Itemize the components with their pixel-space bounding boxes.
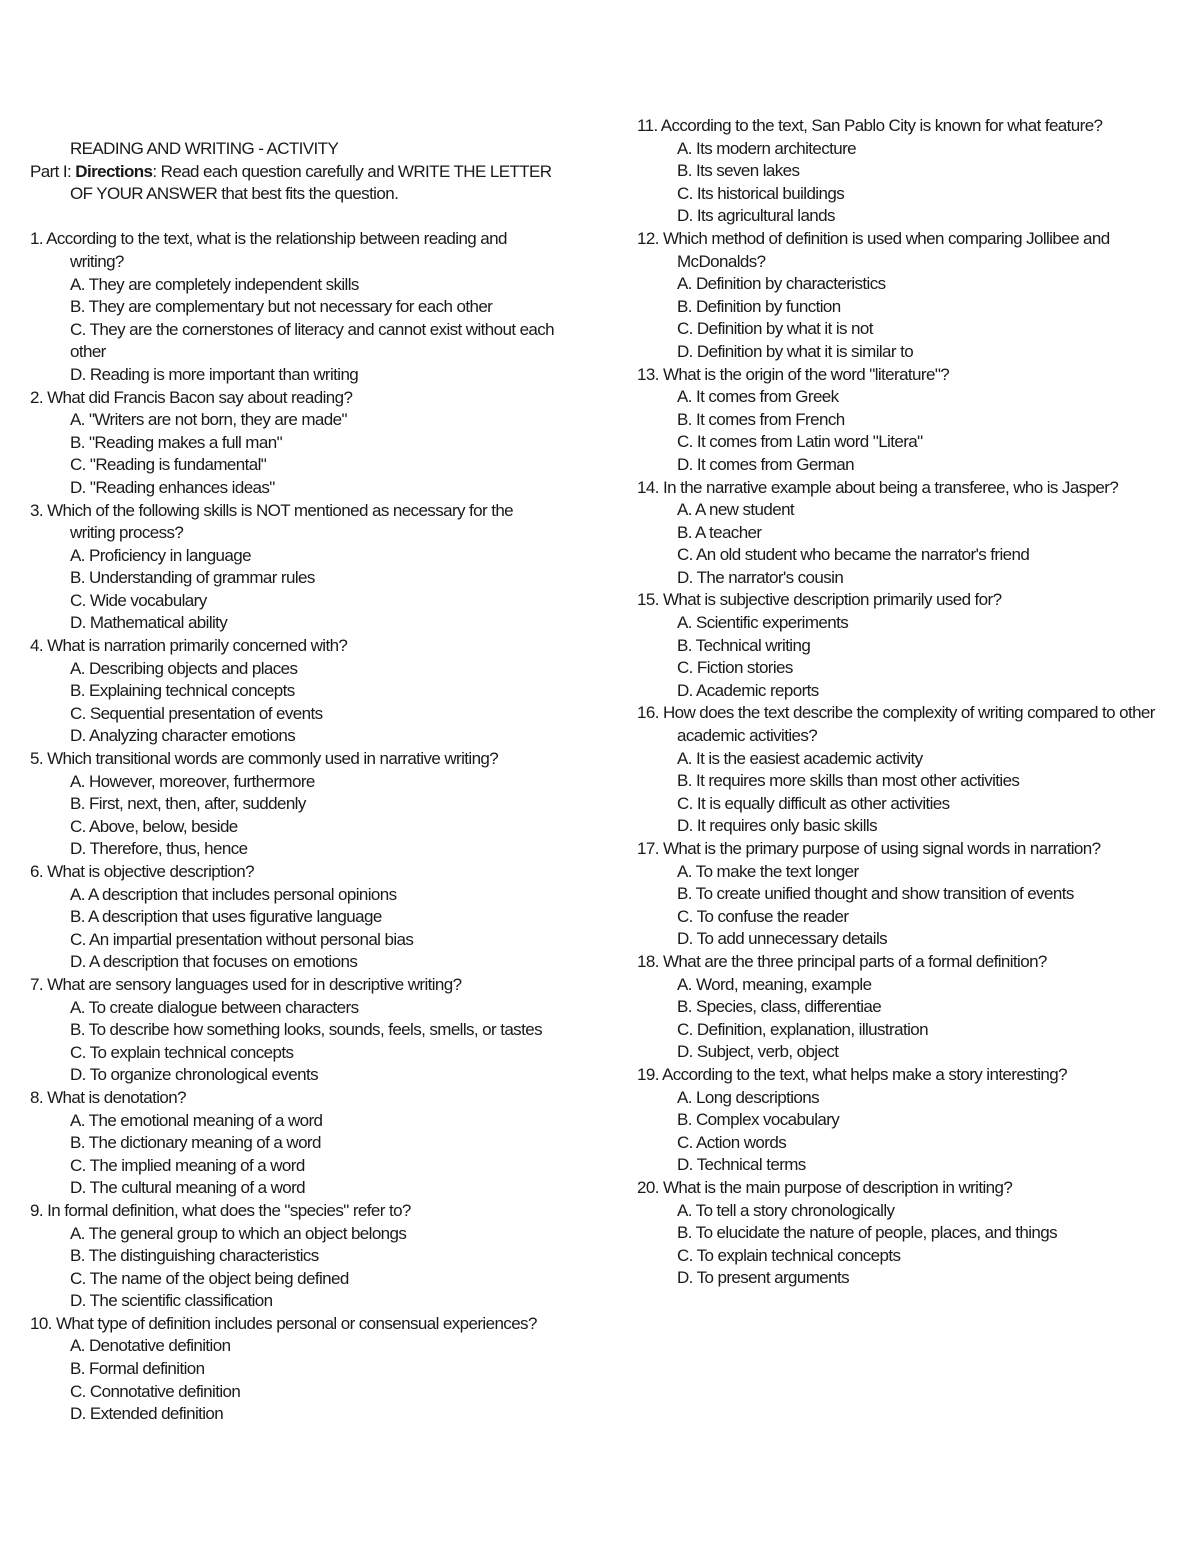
question-item <box>637 228 1182 364</box>
question-line: What is the primary purpose of using signal words in narration? <box>662 839 1101 858</box>
answer-option <box>637 748 1182 771</box>
option-line: C. Definition by what it is not <box>677 319 873 339</box>
question-text <box>637 1064 1182 1087</box>
question-number: 17. <box>637 839 659 858</box>
question-item <box>637 589 1182 702</box>
question-text <box>30 500 590 545</box>
question-text <box>637 364 1182 387</box>
option-line: A. Scientific experiments <box>677 613 849 633</box>
question-item <box>30 387 590 500</box>
answer-option <box>30 1358 590 1381</box>
answer-option <box>637 409 1182 432</box>
option-line: D. The narrator's cousin <box>677 567 844 587</box>
answer-option <box>637 1222 1182 1245</box>
answer-option <box>637 1041 1182 1064</box>
answer-option <box>637 1200 1182 1223</box>
answer-option <box>637 431 1182 454</box>
answer-option <box>30 997 590 1020</box>
question-line: Which method of definition is used when comparing Jollibee and <box>662 228 1110 248</box>
answer-option <box>637 1019 1182 1042</box>
question-item <box>30 228 590 386</box>
question-item <box>30 1087 590 1200</box>
question-item <box>30 1200 590 1313</box>
part-label: Part I: <box>30 161 72 181</box>
question-line: In formal definition, what does the "species" refer to? <box>47 1200 411 1220</box>
question-number: 16. <box>637 703 659 723</box>
option-line: B. Technical writing <box>677 635 811 655</box>
option-line: A. However, moreover, furthermore <box>70 771 315 791</box>
question-item <box>637 951 1182 1064</box>
option-line: D. A description that focuses on emotions <box>70 952 358 972</box>
question-number: 1. <box>30 229 43 249</box>
question-line: What is objective description? <box>47 862 254 881</box>
question-line: academic activities? <box>677 726 818 746</box>
question-item <box>637 1064 1182 1177</box>
option-line: C. Above, below, beside <box>70 816 238 836</box>
question-text <box>637 477 1182 500</box>
answer-option <box>30 838 590 861</box>
answer-option <box>637 138 1182 161</box>
answer-option <box>30 319 590 364</box>
answer-option <box>30 1381 590 1404</box>
answer-option <box>637 996 1182 1019</box>
question-line: According to the text, what is the relationship between reading and <box>46 229 507 249</box>
question-text <box>30 1313 590 1336</box>
answer-option <box>637 544 1182 567</box>
question-text <box>30 228 590 273</box>
option-line: A. To tell a story chronologically <box>677 1200 895 1220</box>
question-item <box>30 861 590 974</box>
question-number: 19. <box>637 1064 659 1084</box>
question-number: 13. <box>637 364 659 384</box>
answer-option <box>30 658 590 681</box>
question-line: What are the three principal parts of a formal definition? <box>662 951 1047 971</box>
option-line: D. The scientific classification <box>70 1291 273 1311</box>
option-line: D. To present arguments <box>677 1268 850 1288</box>
option-line: C. Wide vocabulary <box>70 590 207 610</box>
option-line: B. Definition by function <box>677 296 841 316</box>
question-text <box>637 838 1182 861</box>
option-line: C. Fiction stories <box>677 658 793 678</box>
option-line: C. To confuse the reader <box>677 906 849 926</box>
question-line: Which of the following skills is NOT mentioned as necessary for the <box>47 500 514 520</box>
answer-option <box>637 974 1182 997</box>
question-number: 14. <box>637 477 659 497</box>
question-text <box>30 1087 590 1110</box>
right-column <box>637 115 1182 1290</box>
answer-option <box>637 793 1182 816</box>
option-line: D. Definition by what it is similar to <box>677 341 914 361</box>
answer-option <box>30 274 590 297</box>
directions-text: : Read each question carefully and WRITE THE LETTER <box>152 161 552 181</box>
answer-option <box>30 1245 590 1268</box>
answer-option <box>637 318 1182 341</box>
question-line: In the narrative example about being a transferee, who is Jasper? <box>662 477 1119 497</box>
question-item <box>30 1313 590 1426</box>
option-line: C. Connotative definition <box>70 1381 241 1401</box>
answer-option <box>30 929 590 952</box>
question-number: 4. <box>30 636 43 656</box>
answer-option <box>30 364 590 387</box>
question-line: What is the origin of the word "literature"? <box>662 364 950 384</box>
option-line: D. The cultural meaning of a word <box>70 1178 306 1198</box>
question-line: What did Francis Bacon say about reading? <box>47 387 353 407</box>
directions-line-1 <box>30 161 590 184</box>
answer-option <box>637 1087 1182 1110</box>
answer-option <box>30 1335 590 1358</box>
option-line: C. "Reading is fundamental" <box>70 455 267 475</box>
answer-option <box>30 703 590 726</box>
left-column <box>30 138 590 1426</box>
answer-option <box>637 499 1182 522</box>
option-line: B. To elucidate the nature of people, places, and things <box>677 1223 1058 1243</box>
answer-option <box>30 1064 590 1087</box>
question-text <box>30 861 590 884</box>
question-line: writing? <box>70 251 124 271</box>
option-line: B. Complex vocabulary <box>677 1110 840 1130</box>
answer-option <box>30 1223 590 1246</box>
question-text <box>637 702 1182 747</box>
option-line: A. Its modern architecture <box>677 138 857 158</box>
question-line: McDonalds? <box>677 251 766 271</box>
option-line: B. A teacher <box>677 522 762 542</box>
answer-option <box>637 883 1182 906</box>
question-number: 11. <box>637 116 658 135</box>
question-number: 15. <box>637 590 659 610</box>
answer-option <box>30 296 590 319</box>
option-line: D. It requires only basic skills <box>677 816 877 836</box>
answer-option <box>30 1155 590 1178</box>
option-line: B. First, next, then, after, suddenly <box>70 794 306 814</box>
option-line: C. The implied meaning of a word <box>70 1155 305 1175</box>
spacer <box>30 206 590 229</box>
option-line: B. Its seven lakes <box>677 161 800 181</box>
answer-option <box>30 951 590 974</box>
answer-option <box>637 386 1182 409</box>
answer-option <box>30 1110 590 1133</box>
option-line: C. They are the cornerstones of literacy and cannot exist without each <box>70 319 555 339</box>
option-line: D. Reading is more important than writing <box>70 364 359 384</box>
answer-option <box>30 1268 590 1291</box>
option-line: A. Definition by characteristics <box>677 274 886 294</box>
option-line: A. They are completely independent skills <box>70 274 359 294</box>
answer-option <box>637 567 1182 590</box>
option-line: D. "Reading enhances ideas" <box>70 477 275 497</box>
question-line: Which transitional words are commonly used in narrative writing? <box>47 749 499 769</box>
option-line: D. Extended definition <box>70 1404 224 1424</box>
question-item <box>30 748 590 861</box>
option-line: C. Sequential presentation of events <box>70 703 323 723</box>
question-text <box>30 635 590 658</box>
option-line: B. Formal definition <box>70 1359 205 1379</box>
answer-option <box>637 1154 1182 1177</box>
option-line: D. Mathematical ability <box>70 613 228 633</box>
question-line: How does the text describe the complexity of writing compared to other <box>662 703 1155 723</box>
question-line: What is narration primarily concerned with? <box>47 636 348 656</box>
answer-option <box>637 928 1182 951</box>
option-line: A. A description that includes personal opinions <box>70 884 397 904</box>
answer-option <box>30 567 590 590</box>
option-line: C. It is equally difficult as other activities <box>677 793 950 813</box>
option-line: C. It comes from Latin word "Litera" <box>677 432 923 452</box>
answer-option <box>30 1290 590 1313</box>
option-line: B. Explaining technical concepts <box>70 681 295 701</box>
question-text <box>30 1200 590 1223</box>
answer-option <box>637 454 1182 477</box>
question-item <box>637 1177 1182 1290</box>
directions-label: Directions <box>75 161 153 181</box>
option-line: B. They are complementary but not necessary for each other <box>70 297 493 317</box>
answer-option <box>30 1042 590 1065</box>
option-line: D. It comes from German <box>677 454 855 474</box>
question-item <box>637 477 1182 590</box>
answer-option <box>637 680 1182 703</box>
question-item <box>30 635 590 748</box>
answer-option <box>637 906 1182 929</box>
option-line: D. Academic reports <box>677 680 819 700</box>
question-text <box>30 974 590 997</box>
option-line: B. A description that uses figurative language <box>70 907 382 927</box>
answer-option <box>637 341 1182 364</box>
question-line: What is subjective description primarily used for? <box>662 590 1002 610</box>
answer-option <box>30 590 590 613</box>
answer-option <box>30 906 590 929</box>
option-line: A. Denotative definition <box>70 1336 231 1356</box>
answer-option <box>637 770 1182 793</box>
option-line: A. It is the easiest academic activity <box>677 748 923 768</box>
option-line: B. It requires more skills than most other activities <box>677 771 1020 791</box>
answer-option <box>637 1245 1182 1268</box>
option-line: C. An old student who became the narrator's friend <box>677 545 1030 565</box>
option-line: B. Species, class, differentiae <box>677 997 882 1017</box>
option-line: B. Understanding of grammar rules <box>70 568 315 588</box>
question-text <box>637 115 1182 138</box>
question-number: 9. <box>30 1200 43 1220</box>
option-line: C. The name of the object being defined <box>70 1268 349 1288</box>
option-line: D. Subject, verb, object <box>677 1042 839 1062</box>
question-item <box>637 838 1182 951</box>
question-line: What is denotation? <box>47 1087 186 1107</box>
option-line: D. To organize chronological events <box>70 1065 319 1085</box>
question-line: What type of definition includes personal or consensual experiences? <box>55 1313 537 1333</box>
question-line: According to the text, San Pablo City is known for what feature? <box>660 116 1103 135</box>
question-line: writing process? <box>70 523 184 543</box>
answer-option <box>637 861 1182 884</box>
question-line: What is the main purpose of description in writing? <box>662 1177 1013 1197</box>
answer-option <box>30 545 590 568</box>
option-line: D. Its agricultural lands <box>677 206 835 226</box>
answer-option <box>637 273 1182 296</box>
question-number: 10. <box>30 1313 52 1333</box>
answer-option <box>637 612 1182 635</box>
question-text <box>30 387 590 410</box>
option-line: A. To make the text longer <box>677 861 859 881</box>
option-line: B. "Reading makes a full man" <box>70 432 283 452</box>
option-line: other <box>70 342 106 362</box>
answer-option <box>30 884 590 907</box>
option-line: A. A new student <box>677 500 795 520</box>
question-number: 8. <box>30 1087 43 1107</box>
question-item <box>637 115 1182 228</box>
option-line: A. The emotional meaning of a word <box>70 1110 323 1130</box>
question-text <box>637 589 1182 612</box>
question-text <box>637 951 1182 974</box>
question-number: 7. <box>30 974 43 994</box>
question-number: 2. <box>30 387 43 407</box>
question-item <box>637 364 1182 477</box>
question-number: 6. <box>30 862 43 881</box>
answer-option <box>637 815 1182 838</box>
option-line: B. To create unified thought and show transition of events <box>677 884 1074 904</box>
question-item <box>30 500 590 636</box>
question-item <box>637 702 1182 838</box>
option-line: C. To explain technical concepts <box>677 1245 901 1265</box>
question-text <box>637 228 1182 273</box>
option-line: B. To describe how something looks, sounds, feels, smells, or tastes <box>70 1020 542 1040</box>
option-line: B. The dictionary meaning of a word <box>70 1133 321 1153</box>
answer-option <box>30 725 590 748</box>
option-line: A. "Writers are not born, they are made" <box>70 410 347 430</box>
answer-option <box>30 816 590 839</box>
question-number: 3. <box>30 500 43 520</box>
answer-option <box>637 1109 1182 1132</box>
option-line: A. Describing objects and places <box>70 658 298 678</box>
question-text <box>637 1177 1182 1200</box>
option-line: C. An impartial presentation without personal bias <box>70 929 414 949</box>
answer-option <box>30 612 590 635</box>
option-line: A. The general group to which an object belongs <box>70 1223 407 1243</box>
question-number: 5. <box>30 749 43 769</box>
answer-option <box>30 1403 590 1426</box>
question-line: According to the text, what helps make a story interesting? <box>662 1064 1067 1084</box>
question-list-left <box>30 228 590 1425</box>
option-line: B. The distinguishing characteristics <box>70 1246 319 1266</box>
answer-option <box>637 635 1182 658</box>
answer-option <box>30 793 590 816</box>
answer-option <box>30 771 590 794</box>
directions-line-2: OF YOUR ANSWER that best fits the question. <box>70 184 399 204</box>
answer-option <box>637 1132 1182 1155</box>
answer-option <box>637 160 1182 183</box>
option-line: A. Word, meaning, example <box>677 974 872 994</box>
answer-option <box>637 1267 1182 1290</box>
option-line: A. Proficiency in language <box>70 545 251 565</box>
question-item <box>30 974 590 1087</box>
option-line: D. To add unnecessary details <box>677 929 888 949</box>
answer-option <box>637 522 1182 545</box>
answer-option <box>30 1132 590 1155</box>
question-list-right <box>637 115 1182 1290</box>
question-line: What are sensory languages used for in descriptive writing? <box>47 974 462 994</box>
option-line: D. Technical terms <box>677 1155 806 1175</box>
option-line: C. Definition, explanation, illustration <box>677 1019 928 1039</box>
answer-option <box>30 1019 590 1042</box>
option-line: C. Action words <box>677 1132 787 1152</box>
option-line: A. To create dialogue between characters <box>70 997 359 1017</box>
option-line: A. It comes from Greek <box>677 387 839 407</box>
answer-option <box>637 205 1182 228</box>
option-line: C. Its historical buildings <box>677 183 845 203</box>
answer-option <box>30 1177 590 1200</box>
option-line: C. To explain technical concepts <box>70 1042 294 1062</box>
answer-option <box>30 680 590 703</box>
question-text <box>30 748 590 771</box>
answer-option <box>637 296 1182 319</box>
answer-option <box>30 409 590 432</box>
option-line: B. It comes from French <box>677 409 845 429</box>
option-line: D. Therefore, thus, hence <box>70 839 248 859</box>
answer-option <box>30 477 590 500</box>
document-title: READING AND WRITING - ACTIVITY <box>70 139 339 158</box>
answer-option <box>30 432 590 455</box>
question-number: 12. <box>637 228 659 248</box>
option-line: A. Long descriptions <box>677 1087 820 1107</box>
answer-option <box>637 657 1182 680</box>
answer-option <box>637 183 1182 206</box>
question-number: 20. <box>637 1177 659 1197</box>
option-line: D. Analyzing character emotions <box>70 726 296 746</box>
answer-option <box>30 454 590 477</box>
question-number: 18. <box>637 951 659 971</box>
